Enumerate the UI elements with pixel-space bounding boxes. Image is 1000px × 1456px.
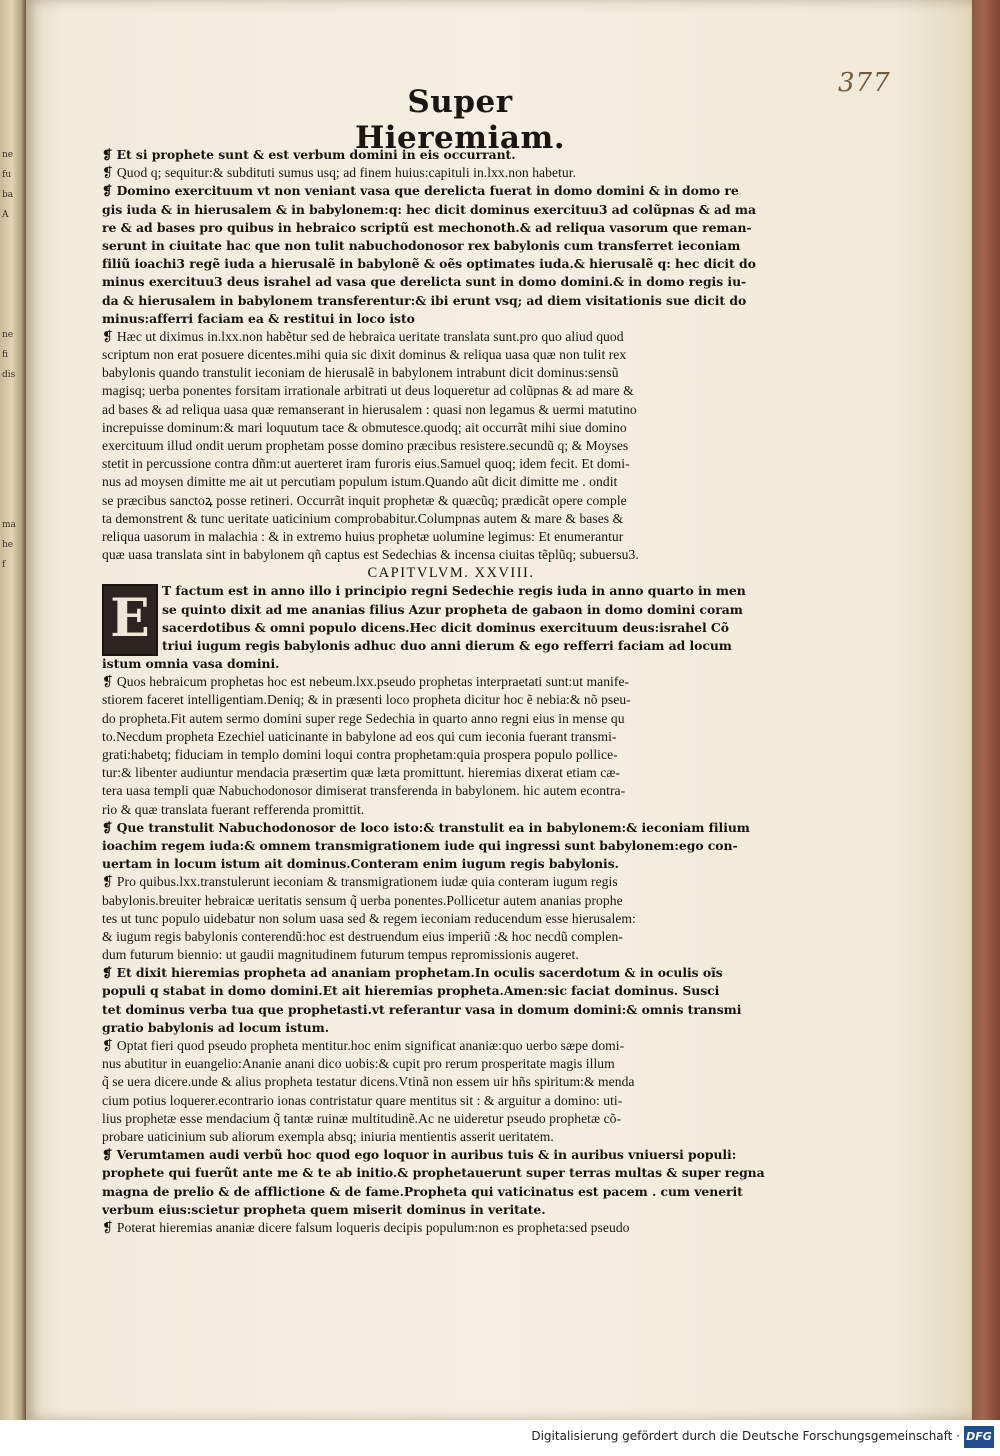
text-line: scriptum non erat posuere dicentes.mihi quia sic dixit dominus & reliqua uasa quæ non tulit rex — [102, 347, 627, 363]
text-line: babylonis quando transtulit ieconiam de hierusalẽ in babylonem intrabunt dicit dominus:sensũ — [102, 365, 619, 381]
text-line: minus exercituu3 deus israhel ad vasa que derelicta sunt in domo domini.& in domo regis iu- — [102, 274, 747, 290]
facing-page-edge — [0, 0, 26, 1420]
text-line: ❡ Optat fieri quod pseudo propheta mentitur.hoc enim significat ananiæ:quo uerbo sæpe domi- — [102, 1038, 625, 1053]
scripture-block-5 — [102, 819, 770, 874]
edge-fragment: dis — [2, 370, 16, 380]
text-line: ioachim regem iuda:& omnem transmigrationem iude qui ingressi sunt babylonem:ego con- — [102, 837, 738, 853]
text-line: probare uaticinium sub aliorum exempla absq; iniuria mentientis asserit ueritatem. — [102, 1128, 554, 1144]
text-line: verbum eius:scietur propheta quem miserit dominus in veritate. — [102, 1201, 546, 1217]
text-line: ❡ Domino exercituum vt non veniant vasa que derelicta fuerat in domo domini & in domo re — [102, 183, 739, 199]
text-line: ❡ Pro quibus.lxx.transtulerunt ieconiam & transmigrationem iudæ quia conteram iugum regis — [102, 874, 618, 890]
text-line: istum omnia vasa domini. — [102, 656, 280, 672]
dfg-logo: DFG — [964, 1426, 994, 1448]
commentary-block-8 — [102, 1037, 770, 1146]
text-line: triui iugum regis babylonis adhuc duo anni dierum & ego refferri faciam ad locum — [162, 637, 732, 653]
text-line: ❡ Poterat hieremias ananiæ dicere falsum loqueris decipis populum:non es propheta:sed pseudo — [102, 1219, 630, 1235]
text-line: tes ut tunc populo uidebatur non solum uasa sed & regem ieconiam reducendum esse hierusalem: — [102, 910, 636, 926]
chapter-heading: CAPITVLVM. XXVIII. — [367, 565, 535, 582]
edge-fragment: f — [2, 560, 6, 570]
text-line: prophete qui fuerũt ante me & te ab initio.& prophetauerunt super terras multas & super regna — [102, 1165, 765, 1181]
text-line: babylonis.breuiter hebraicæ ueritatis sensum q̃ uerba ponentes.Pollicetur autem ananias prophe — [102, 892, 623, 908]
funding-credit: Digitalisierung gefördert durch die Deutsche Forschungsgemeinschaft · — [531, 1429, 960, 1443]
edge-fragment: A — [2, 210, 9, 220]
text-line: magna de prelio & de afflictione & de fame.Propheta qui vaticinatus est pacem . cum venerit — [102, 1183, 743, 1199]
text-line: rio & quæ translata fuerant refferenda promittit. — [102, 801, 365, 817]
text-line: minus:afferri faciam ea & restitui in loco isto — [102, 310, 415, 326]
edge-fragment: ba — [2, 190, 14, 200]
text-line: gratio babylonis ad locum istum. — [102, 1019, 329, 1035]
text-line: populi q stabat in domo domini.Et ait hieremias propheta.Amen:sic faciat dominus. Susci — [102, 983, 720, 999]
page-text — [102, 146, 770, 1237]
text-line: tet dominus verba tua que prophetasti.vt referantur vasa in domum domini:& omnis transmi — [102, 1001, 742, 1017]
edge-fragment: ma — [2, 520, 16, 530]
text-line: nus abutitur in euangelio:Ananie anani dico uobis:& cupit pro rerum prosperitate magis illum — [102, 1056, 615, 1072]
commentary-block-4 — [102, 673, 770, 819]
text-line: stiorem faceret intelligentiam.Deniq; & in præsenti loco propheta dicitur hoc ẽ nebia:& nõ pseu- — [102, 692, 631, 708]
edge-fragment: fi — [2, 350, 9, 360]
text-line: uertam in locum istum ait dominus.Conteram enim iugum regis babylonis. — [102, 856, 619, 872]
text-line: quæ uasa translata sint in babylonem qñ captus est Sedechias & incensa ciuitas tẽplũq; subuersu3. — [102, 547, 639, 563]
edge-fragment: ne — [2, 150, 14, 160]
text-line: sacerdotibus & omni populo dicens.Hec dicit dominus exercituum deus:israhel Cõ — [162, 619, 729, 635]
edge-fragment: fu — [2, 170, 12, 180]
text-line: reliqua uasorum in malachia : & in extremo huius prophetæ uolumine legimus: Et enumerantur — [102, 528, 624, 544]
text-line: T factum est in anno illo i principio regni Sedechie regis iuda in anno quarto in men — [162, 583, 746, 599]
commentary-block-10 — [102, 1219, 770, 1237]
text-line: filiũ ioachi3 regẽ iuda a hierusalẽ in babylonẽ & oẽs optimates iuda.& hierusalẽ q: hec dicit do — [102, 256, 756, 272]
text-line: ad bases & ad reliqua uasa quæ remanserant in hierusalem : quasi non legamus & uermi matutino — [102, 401, 637, 417]
text-line: se præcibus sanctoꝝ posse retineri. Occurrãt inquit prophetæ & quæcũq; prædicãt opere comple — [102, 492, 627, 508]
text-line: ta demonstrent & tunc ueritate uaticinium comprobabitur.Columpnas autem & mare & bases & — [102, 510, 624, 526]
text-line: re & ad bases pro quibus in hebraico scriptũ est mechonoth.& ad reliqua vasorum que reman- — [102, 219, 752, 235]
footer-bar — [0, 1420, 1000, 1456]
text-line: do propheta.Fit autem sermo domini super rege Sedechia in quarto anno regni eius in mense qu — [102, 710, 625, 726]
decorated-initial: E — [102, 584, 158, 656]
commentary-block-2 — [102, 328, 770, 564]
text-line: ❡ Que transtulit Nabuchodonosor de loco isto:& transtulit ea in babylonem:& ieconiam filium — [102, 819, 750, 835]
commentary-block-6 — [102, 873, 770, 964]
text-line: serunt in ciuitate hac que non tulit nabuchodonosor rex babylonis cum transferret ieconiam — [102, 237, 741, 253]
text-line: tera uasa templi quæ Nabuchodonosor dimiserat transferenda in babylonem. hic autem econtra- — [102, 783, 626, 799]
text-line: ❡ Verumtamen audi verbũ hoc quod ego loquor in auribus tuis & in auribus vniuersi populi: — [102, 1147, 737, 1163]
text-line: cium potius loquerer.econtrario ionas contristatur quare mentitus sit : & arguitur a domino: uti- — [102, 1092, 623, 1108]
text-line: dum futurum biennio: ut gaudii magnitudinem futurum tempus repromissionis augeret. — [102, 947, 579, 963]
text-line: increpuisse dominum:& mari loquutum tace & obmutesce.quodq; ait occurrãt mihi siue domino — [102, 419, 627, 435]
edge-fragment: ne — [2, 330, 14, 340]
text-line: ❡ Et dixit hieremias propheta ad ananiam prophetam.In oculis sacerdotum & in oculis oĩs — [102, 965, 723, 981]
text-line: ❡ Quod q; sequitur:& subdituti sumus usq; ad finem huius:capituli in.lxx.non habetur. — [102, 165, 577, 181]
text-line: to.Necdum propheta Ezechiel uaticinante in babylone ad eos qui cum ieconia fuerant transmi- — [102, 728, 617, 744]
text-line: grati:habetq; fiduciam in templo domini loqui contra prophetam:quia prospera populo pollice- — [102, 747, 618, 762]
text-line: nus ad moysen dimitte me ait ut percutiam populum istum.Quando aũt dicit dimitte me . ondit — [102, 474, 618, 490]
chapter-opening — [102, 582, 770, 673]
text-line: tur:& libenter audiuntur mendacia præsertim quæ læta promittunt. hieremias dixerat etiam cæ- — [102, 765, 621, 781]
text-line: gis iuda & in hierusalem & in babylonem:q: hec dicit dominus exercituu3 ad colũpnas & ad ma — [102, 201, 756, 217]
text-line: ❡ Et si prophete sunt & est verbum domini in eis occurrant. — [102, 147, 516, 162]
text-line: ❡ Quos hebraicum prophetas hoc est nebeum.lxx.pseudo prophetas interpraetati sunt:ut manife- — [102, 674, 630, 690]
text-line: exercituum illud ondit uerum prophetam posse domino præcibus resistere.secundũ q; & Moyses — [102, 438, 629, 453]
running-title: Super Hieremiam. — [354, 84, 566, 156]
text-line: se quinto dixit ad me ananias filius Azur propheta de gabaon in domo domini coram — [162, 601, 743, 617]
text-line: ❡ Hæc ut diximus in.lxx.non habẽtur sed de hebraica ueritate translata sunt.pro quo aliud quod — [102, 328, 624, 344]
scripture-block-7 — [102, 964, 770, 1037]
book-binding-edge — [972, 0, 1000, 1420]
folio-number: 377 — [838, 68, 891, 98]
text-line: & iugum regis babylonis conterendũ:hoc est destruendum eius imperiũ :& hoc necdũ complen- — [102, 928, 623, 944]
text-line: lius prophetæ esse mendacium q̃ tantæ ruinæ multitudinẽ.Ac ne uideretur pseudo prophetæ cõ- — [102, 1110, 622, 1126]
text-line: stetit in percussione contra dñm:ut auerteret iram furoris eius.Samuel quoq; idem fecit. Et domi- — [102, 456, 630, 472]
gloss-block-1 — [102, 146, 770, 328]
text-line: magisq; uerba ponentes forsitam irrationale arbitrati ut deus loqueretur ad colũpnas & ad mare & — [102, 383, 634, 399]
scripture-block-9 — [102, 1146, 770, 1219]
text-line: q̃ se uera dicere.unde & alius propheta testatur dicens.Vtinã non essem uir hñs spiritum:& menda — [102, 1074, 635, 1090]
text-line: da & hierusalem in babylonem transferentur:& ibi erunt vsq; ad diem visitationis sue dicit do — [102, 292, 747, 308]
edge-fragment: he — [2, 540, 14, 550]
